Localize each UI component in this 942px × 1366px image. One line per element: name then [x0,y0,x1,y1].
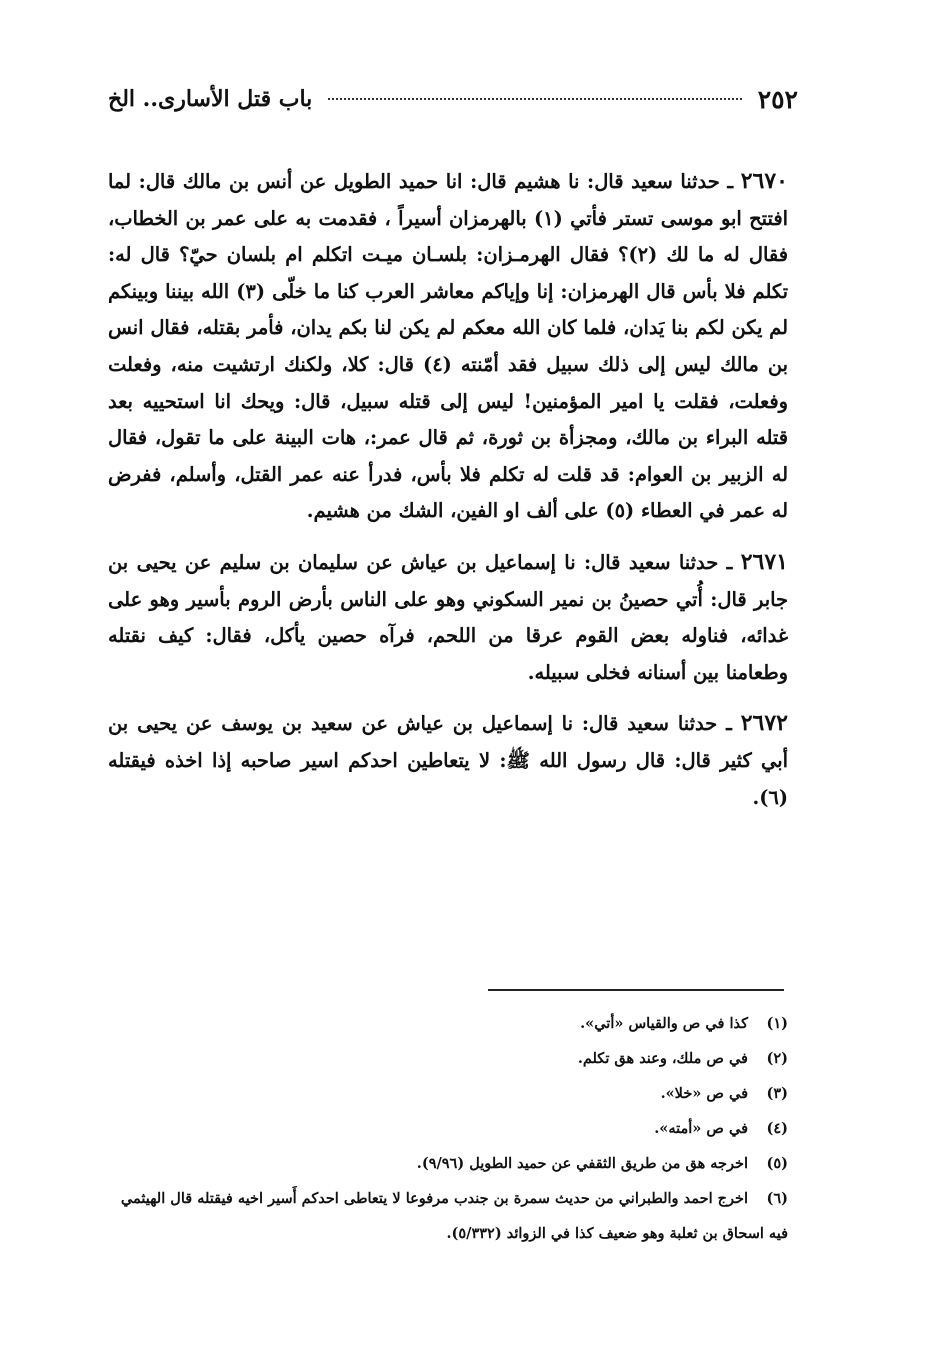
page-number: ٢٥٢ [757,84,798,114]
footnote-marker: (٦) [766,1190,788,1207]
footnote-3 [108,1076,788,1111]
dotted-leader [328,98,741,100]
footnote-text: في ص ملك، وعند هق تكلم. [577,1050,748,1067]
footnote-marker: (٤) [766,1120,788,1137]
footnote-6 [108,1181,788,1251]
footnote-text: اخرج احمد والطبراني من حديث سمرة بن جندب مرفوعا لا يتعاطى احدكم أَسير اخيه فيقتله قال الهيثمي فيه اسحاق بن ثعلبة وهو ضعيف كذا في الزوائد (٥/٣٣٢). [120,1190,788,1242]
footnote-4 [108,1111,788,1146]
main-text [108,163,788,830]
hadith-dash: ـ [719,170,734,193]
hadith-number: ٢٦٧٢ [740,710,788,737]
running-title: باب قتل الأسارى.. الخ [108,86,313,112]
page-header [108,82,798,116]
hadith-2670 [108,163,788,530]
footnote-2 [108,1041,788,1076]
footnote-marker: (٣) [766,1085,788,1102]
hadith-number: ٢٦٧١ [740,548,788,575]
hadith-text: حدثنا سعيد قال: نا إسماعيل بن عياش عن سليمان بن سليم عن يحيى بن جابر قال: أُتي حصينُ بن نمير السكوني وهو على الناس بأرض الروم بأسير وهو على غدائه، فناوله بعض القوم عرقا من اللحم، فرآه حصين يأكل، فقال: كيف نقتله وطعامنا بين أسنانه فخلى سبيله. [108,550,788,684]
footnote-separator [488,989,784,991]
hadith-text: حدثنا سعيد قال: نا إسماعيل بن عياش عن سعيد بن يوسف عن يحيى بن أبي كثير قال: قال رسول الله ﷺ: لا يتعاطين احدكم اسير صاحبه إذا اخذه فيقتله (٦). [108,712,788,809]
footnote-text: في ص «أمته». [654,1120,748,1137]
hadith-dash: ـ [717,712,732,736]
footnote-marker: (١) [766,1015,788,1032]
hadith-2671 [108,544,788,691]
footnote-text: اخرجه هق من طريق الثقفي عن حميد الطويل (٩/٩٦). [416,1155,748,1172]
footnotes [108,1006,788,1251]
hadith-text: حدثنا سعيد قال: نا هشيم قال: انا حميد الطويل عن أنس بن مالك قال: لما افتتح ابو موسى تستر فأتي (١) بالهرمزان أسيراً ، فقدمت به على عمر بن الخطاب، فقال له ما لك (٢)؟ فقال الهرمـزان: بلسـان ميـت اتكلم ام بلسان حيّ؟ قال له: تكلم فلا بأس قال الهرمزان: إنا وإياكم معاشر العرب كنا ما خلّى (٣) الله بيننا وبينكم لم يكن لكم بنا يَدان، فلما كان الله معكم لم يكن لنا بكم يدان، فأمر بقتله، فقال انس بن مالك ليس إلى ذلك سبيل فقد أمّنته (٤) قال: كلا، ولكنك ارتشيت منه، وفعلت وفعلت، فقلت يا امير المؤمنين! ليس إلى قتله سبيل، قال: ويحك انا استحييه بعد قتله البراء بن مالك، ومجزأة بن ثورة، ثم قال عمر:، هات البينة على ما تقول، فقال له الزبير بن العوام: قد قلت له تكلم فلا بأس، فدرأ عنه عمر القتل، وأسلم، ففرض له عمر في العطاء (٥) على ألف او الفين، الشك من هشيم. [108,170,788,523]
hadith-2672 [108,705,788,816]
footnote-5 [108,1146,788,1181]
footnote-marker: (٥) [766,1155,788,1172]
hadith-dash: ـ [718,550,733,574]
footnote-text: في ص «خلا». [660,1085,748,1102]
footnote-1 [108,1006,788,1041]
footnote-text: كذا في ص والقياس «أتي». [580,1015,748,1032]
hadith-number: ٢٦٧٠ [740,168,788,194]
footnote-marker: (٢) [766,1050,788,1067]
